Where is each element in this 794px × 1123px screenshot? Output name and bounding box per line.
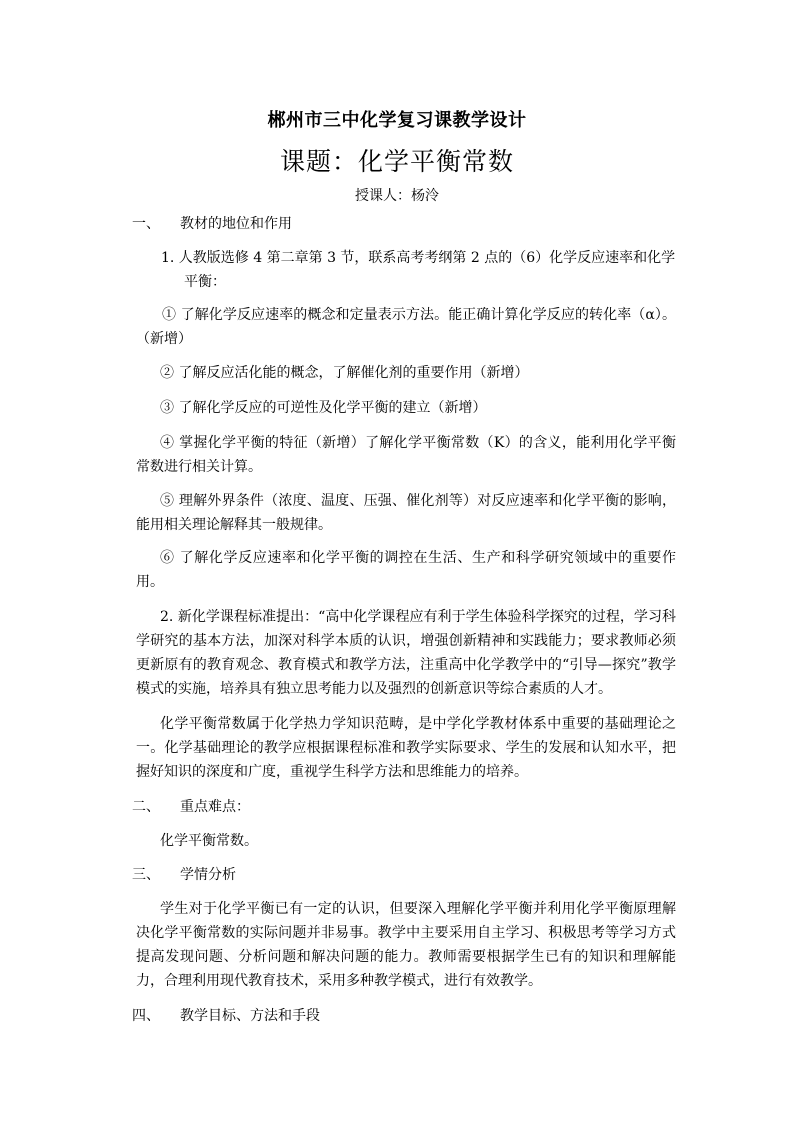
objective-point-3: ③ 了解化学反应的可逆性及化学平衡的建立（新增）	[160, 400, 487, 416]
objective-point-4: ④ 掌握化学平衡的特征（新增）了解化学平衡常数（K）的含义，能利用化学平衡常数进行相关计算。	[136, 435, 676, 475]
item-1-line-2: 平衡：	[184, 274, 226, 290]
section-heading-4	[132, 1004, 320, 1028]
section-title: 教材的地位和作用	[180, 216, 292, 232]
objective-point-1: ① 了解化学反应速率的概念和定量表示方法。能正确计算化学反应的转化率（α）。（新增）	[136, 307, 676, 347]
section-number: 四、	[132, 1008, 160, 1024]
section-heading-2	[132, 795, 250, 819]
objective-point-2: ② 了解反应活化能的概念，了解催化剂的重要作用（新增）	[160, 365, 529, 381]
section-title: 教学目标、方法和手段	[180, 1008, 320, 1024]
section-title: 学情分析	[180, 867, 236, 883]
section-title: 重点难点：	[180, 799, 250, 815]
item-1-line-1: 1. 人教版选修 4 第二章第 3 节，联系高考考纲第 2 点的（6）化学反应速率和化学	[161, 250, 676, 266]
objective-point-5: ⑤ 理解外界条件（浓度、温度、压强、催化剂等）对反应速率和化学平衡的影响，能用相关理论解释其一般规律。	[136, 493, 676, 533]
keypoint-text: 化学平衡常数。	[160, 833, 258, 849]
section-number: 三、	[132, 867, 160, 883]
learner-analysis-paragraph: 学生对于化学平衡已有一定的认识，但要深入理解化学平衡并利用化学平衡原理解决化学平衡常数的实际问题并非易事。教学中主要采用自主学习、积极思考等学习方式提高发现问题、分析问题和解决问题的能力。教师需要根据学生已有的知识和理解能力，合理利用现代教育技术，采用多种教学模式，进行有效教学。	[136, 901, 676, 989]
status-paragraph: 化学平衡常数属于化学热力学知识范畴，是中学化学教材体系中重要的基础理论之一。化学基础理论的教学应根据课程标准和教学实际要求、学生的发展和认知水平，把握好知识的深度和广度，重视学生科学方法和思维能力的培养。	[136, 716, 676, 780]
section-heading-3	[132, 863, 236, 887]
school-title: 郴州市三中化学复习课教学设计	[267, 110, 527, 131]
section-number: 一、	[132, 216, 160, 232]
lesson-title: 课题：化学平衡常数	[279, 147, 514, 176]
section-number: 二、	[132, 799, 160, 815]
item-2-paragraph: 2. 新化学课程标准提出：“高中化学课程应有利于学生体验科学探究的过程，学习科学研究的基本方法，加深对科学本质的认识，增强创新精神和实践能力；要求教师必须更新原有的教育观念、教育模式和教学方法，注重高中化学教学中的“引导—探究”教学模式的实施，培养具有独立思考能力以及强烈的创新意识等综合素质的人才。	[136, 609, 676, 697]
objective-point-6: ⑥ 了解化学反应速率和化学平衡的调控在生活、生产和科学研究领域中的重要作用。	[136, 550, 676, 590]
author-line: 授课人：杨泠	[355, 188, 439, 204]
section-heading-1	[132, 212, 292, 236]
